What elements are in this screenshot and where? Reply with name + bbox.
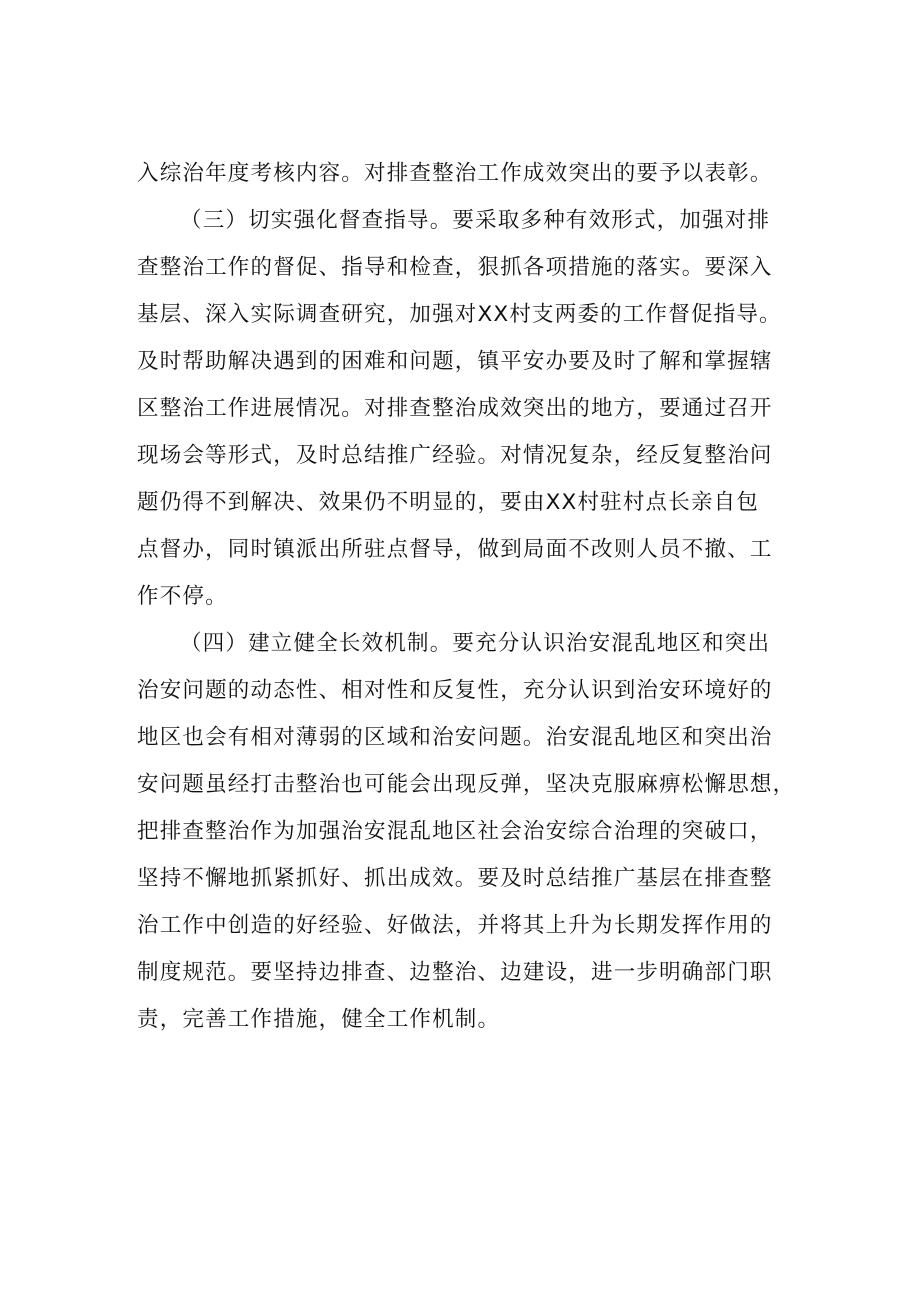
text-line: 现场会等形式，及时总结推广经验。对情况复杂，经反复整治问 xyxy=(137,443,773,468)
text-line: （四）建立健全长效机制。要充分认识治安混乱地区和突出 xyxy=(180,631,771,656)
text-line: 安问题虽经打击整治也可能会出现反弹，坚决克服麻痹松懈思想， xyxy=(137,772,796,797)
text-line: 基层、深入实际调查研究，加强对XX村支两委的工作督促指导。 xyxy=(137,302,782,327)
text-line: 责，完善工作措施，健全工作机制。 xyxy=(137,1007,501,1032)
text-line: 查整治工作的督促、指导和检查，狠抓各项措施的落实。要深入 xyxy=(137,255,773,280)
text-line: 入综治年度考核内容。对排查整治工作成效突出的要予以表彰。 xyxy=(137,161,773,186)
text-line: 治安问题的动态性、相对性和反复性，充分认识到治安环境好的 xyxy=(137,678,773,703)
text-line: 地区也会有相对薄弱的区域和治安问题。治安混乱地区和突出治 xyxy=(137,725,773,750)
text-line: 坚持不懈地抓紧抓好、抓出成效。要及时总结推广基层在排查整 xyxy=(137,866,773,891)
text-line: 题仍得不到解决、效果仍不明显的，要由XX村驻村点长亲自包 xyxy=(137,490,760,515)
text-line: （三）切实强化督查指导。要采取多种有效形式，加强对排 xyxy=(180,208,771,233)
text-line: 区整治工作进展情况。对排查整治成效突出的地方，要通过召开 xyxy=(137,396,773,421)
text-line: 点督办，同时镇派出所驻点督导，做到局面不改则人员不撤、工 xyxy=(137,537,773,562)
text-line: 作不停。 xyxy=(137,584,228,609)
text-line: 治工作中创造的好经验、好做法，并将其上升为长期发挥作用的 xyxy=(137,913,773,938)
text-line: 制度规范。要坚持边排查、边整治、边建设，进一步明确部门职 xyxy=(137,960,773,985)
text-line: 及时帮助解决遇到的困难和问题，镇平安办要及时了解和掌握辖 xyxy=(137,349,773,374)
text-line: 把排查整治作为加强治安混乱地区社会治安综合治理的突破口， xyxy=(137,819,773,844)
